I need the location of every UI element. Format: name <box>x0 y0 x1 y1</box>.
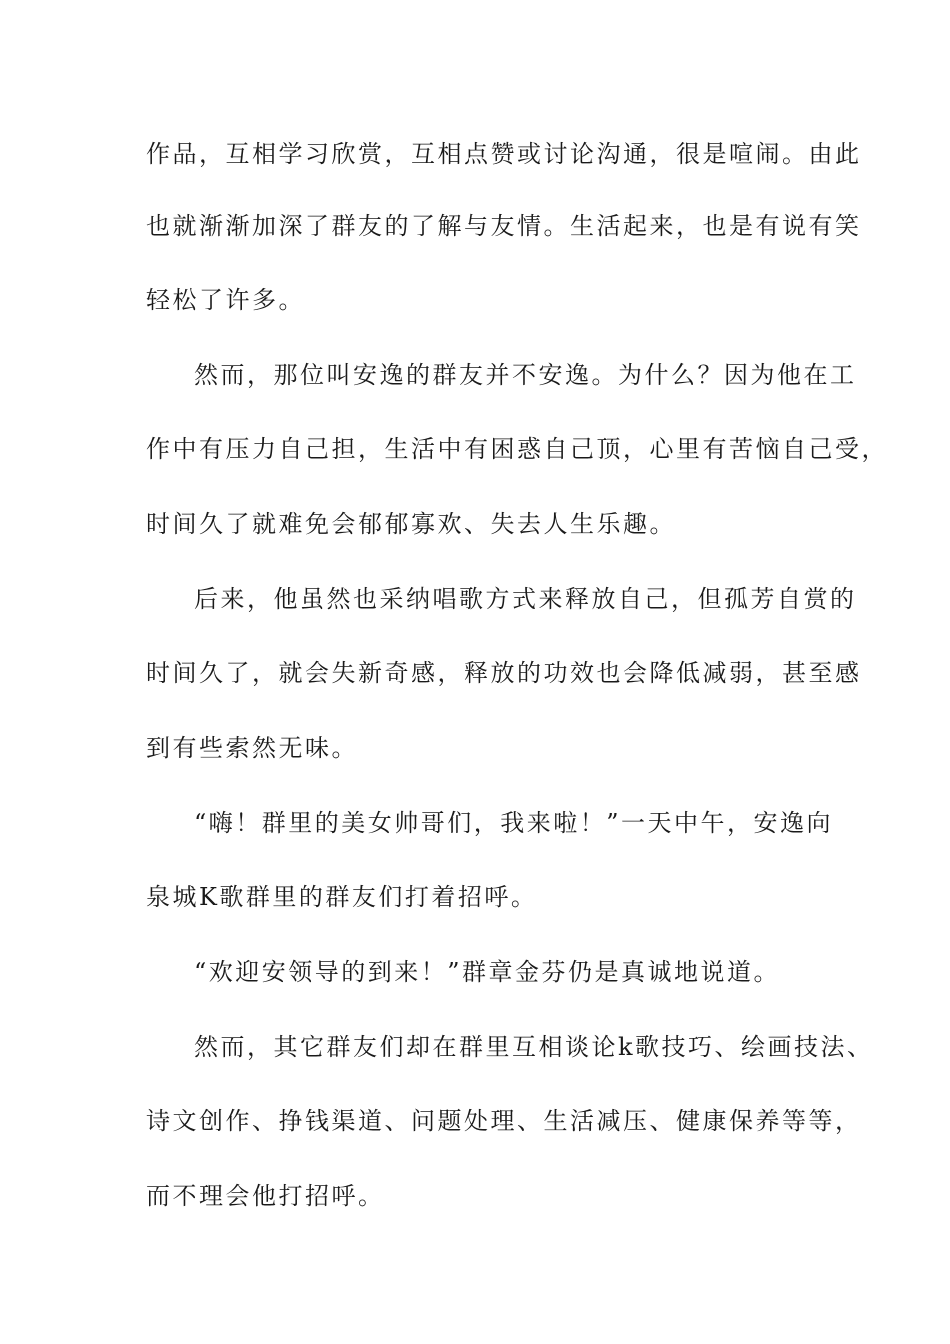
text-line: 作中有压力自己担，生活中有困惑自己顶，心里有苦恼自己受， <box>146 435 888 463</box>
paragraph-first-line: 然而，那位叫安逸的群友并不安逸。为什么？因为他在工 <box>194 361 857 389</box>
text-line: 时间久了，就会失新奇感，释放的功效也会降低减弱，甚至感 <box>146 659 862 687</box>
text-line: 时间久了就难免会郁郁寡欢、失去人生乐趣。 <box>146 510 676 538</box>
paragraph-first-line: 然而，其它群友们却在群里互相谈论k歌技巧、绘画技法、 <box>194 1033 874 1061</box>
text-line: 也就渐渐加深了群友的了解与友情。生活起来，也是有说有笑 <box>146 212 862 240</box>
text-line: 作品，互相学习欣赏，互相点赞或讨论沟通，很是喧闹。由此 <box>146 140 862 168</box>
text-line: 轻松了许多。 <box>146 286 305 314</box>
paragraph-first-line: 后来，他虽然也采纳唱歌方式来释放自己，但孤芳自赏的 <box>194 585 857 613</box>
text-line: 诗文创作、挣钱渠道、问题处理、生活减压、健康保养等等， <box>146 1107 862 1135</box>
text-line: 泉城K歌群里的群友们打着招呼。 <box>146 883 538 911</box>
paragraph-first-line: “欢迎安领导的到来！”群章金芬仍是真诚地说道。 <box>194 958 781 986</box>
text-line: 而不理会他打招呼。 <box>146 1182 385 1210</box>
text-line: 到有些索然无味。 <box>146 734 358 762</box>
paragraph-first-line: “嗨！群里的美女帅哥们，我来啦！”一天中午，安逸向 <box>194 809 834 837</box>
